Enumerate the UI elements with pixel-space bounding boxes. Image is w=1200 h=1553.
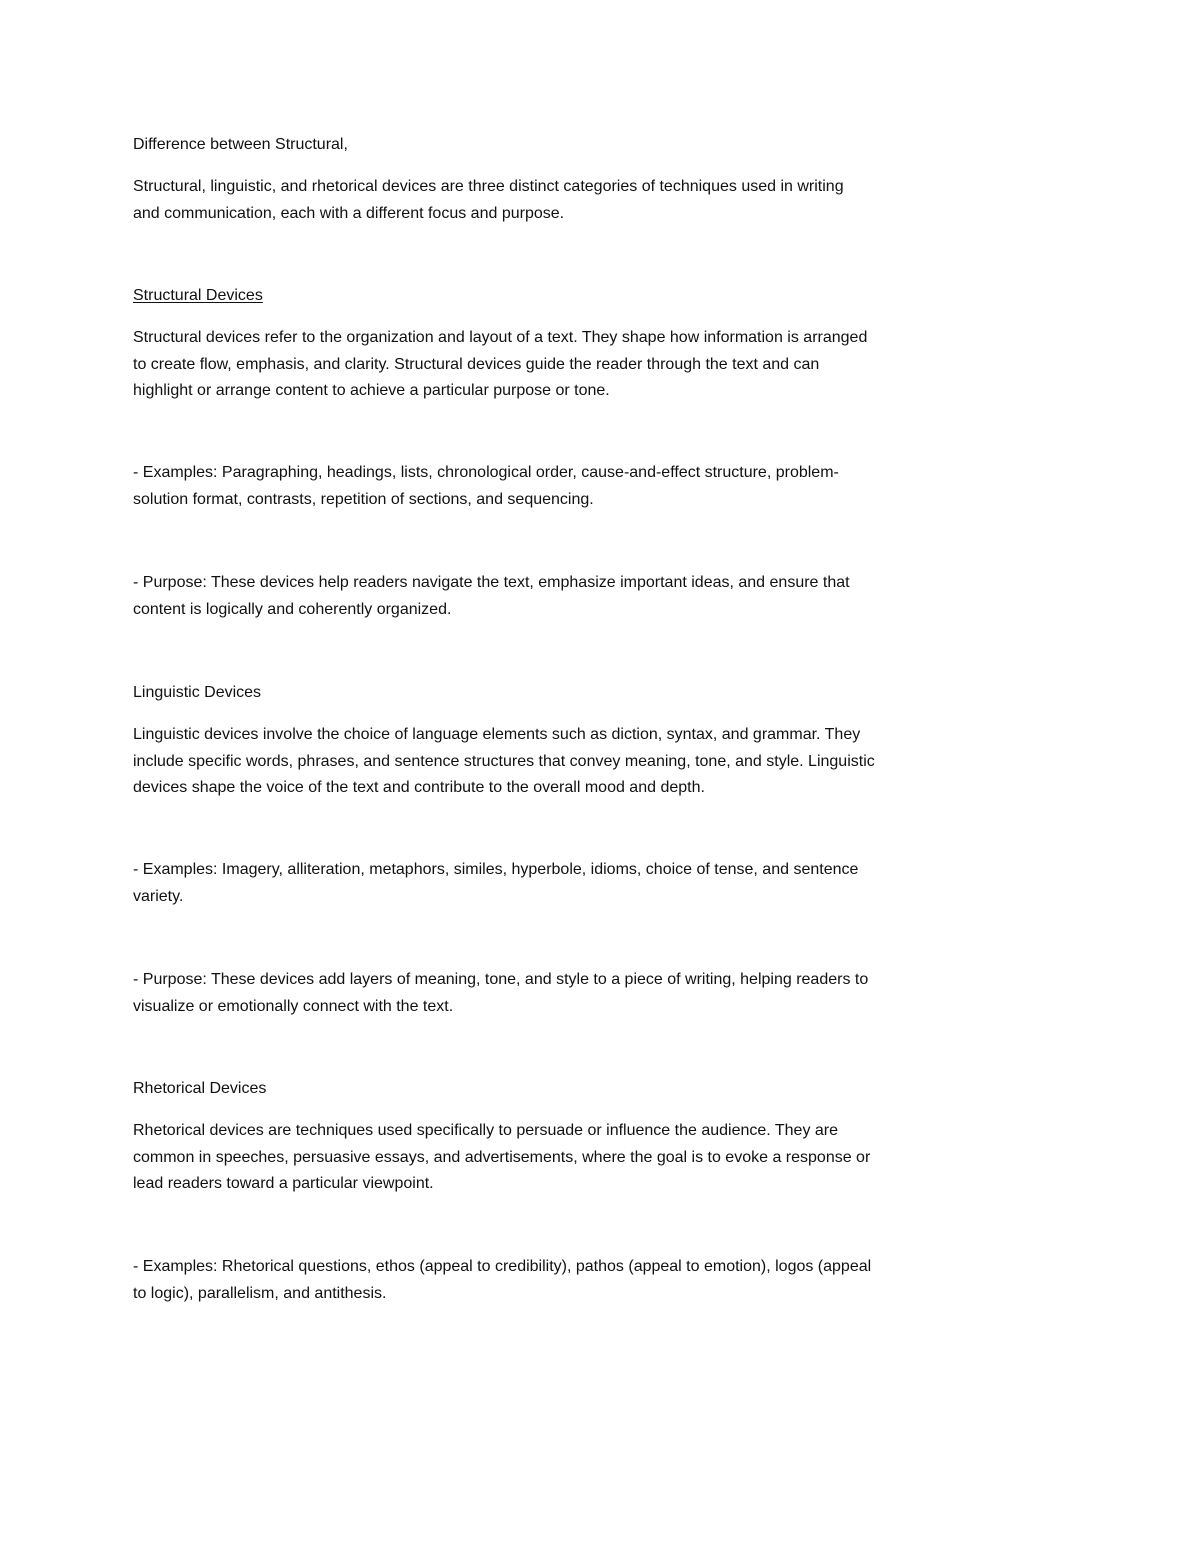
structural-description: Structural devices refer to the organization and layout of a text. They shape how information is arranged to create flow, emphasis, and clarity. Structural devices guide the reader through the text and can highlight or arrange content to achieve a particular purpose or tone. xyxy=(133,329,868,399)
structural-heading: Structural Devices xyxy=(133,287,263,304)
rhetorical-examples: - Examples: Rhetorical questions, ethos (appeal to credibility), pathos (appeal to emotion), logos (appeal to logic), parallelism, and antithesis. xyxy=(133,1258,872,1302)
linguistic-purpose: - Purpose: These devices add layers of meaning, tone, and style to a piece of writing, helping readers to visualize or emotionally connect with the text. xyxy=(133,971,869,1015)
structural-purpose: - Purpose: These devices help readers navigate the text, emphasize important ideas, and ensure that content is logically and coherently organized. xyxy=(133,574,850,618)
linguistic-examples: - Examples: Imagery, alliteration, metaphors, similes, hyperbole, idioms, choice of tense, and sentence variety. xyxy=(133,861,859,905)
structural-examples: - Examples: Paragraphing, headings, lists, chronological order, cause-and-effect structure, problem- solution format, contrasts, repetition of sections, and sequencing. xyxy=(133,464,839,508)
rhetorical-heading: Rhetorical Devices xyxy=(133,1080,267,1097)
intro-paragraph: Structural, linguistic, and rhetorical devices are three distinct categories of techniques used in writing and communication, each with a different focus and purpose. xyxy=(133,178,844,222)
document-title: Difference between Structural, xyxy=(133,136,348,153)
linguistic-heading: Linguistic Devices xyxy=(133,684,262,701)
linguistic-description: Linguistic devices involve the choice of language elements such as diction, syntax, and grammar. They include specific words, phrases, and sentence structures that convey meaning, tone, and style. Linguistic devices shape the voice of the text and contribute to the overall mood and depth. xyxy=(133,726,875,796)
rhetorical-description: Rhetorical devices are techniques used specifically to persuade or influence the audience. They are common in speeches, persuasive essays, and advertisements, where the goal is to evoke a response or lead readers toward a particular viewpoint. xyxy=(133,1122,871,1192)
